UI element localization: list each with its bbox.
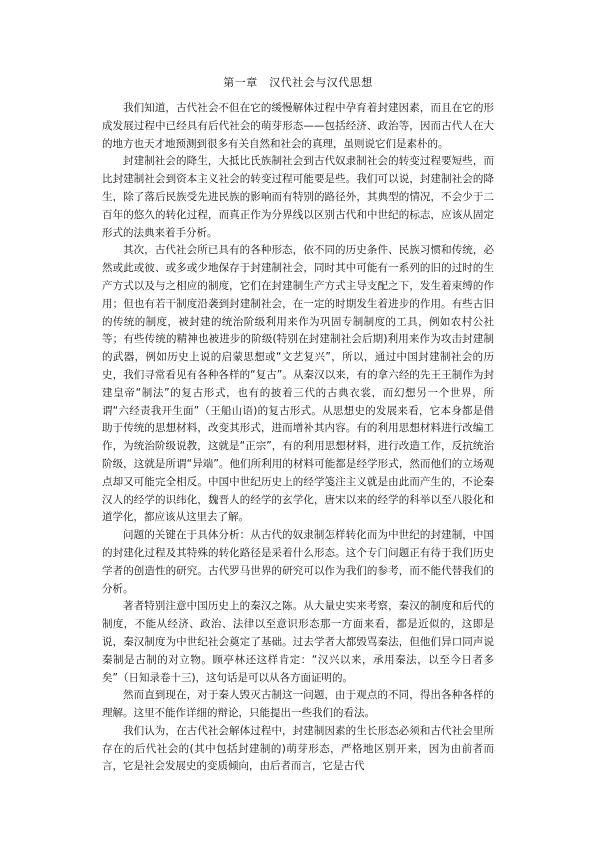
paragraph-1: 我们知道，古代社会不但在它的缓慢解体过程中孕育着封建因素，而且在它的形成发展过程中已经具有后代社会的萌芽形态——包括经济、政治等，因而古代人在大的地方也天才地预测到很多有关自然和社会的真理，虽则说它们是素朴的。 xyxy=(102,102,494,150)
paragraph-6: 然而直到现在，对于秦人毁灭古制这一问题，由于观点的不同，得出各种各样的理解。这里不能作详细的辩论，只能提出一些我们的看法。 xyxy=(102,689,494,720)
paragraph-3: 其次，古代社会所已具有的各种形态，依不同的历史条件、民族习惯和传统，必然或此或彼、或多或少地保存于封建制社会，同时其中可能有一系列的旧的过时的生产方式以及与之相应的制度，它们在封建制生产方式主导支配之下，发生着束缚的作用；但也有若干制度沿袭到封建制社会，在一定的时期发生着进步的作用。有些古旧的传统的制度，被封建的统治阶级利用来作为巩固专制制度的工具，例如农村公社等；有些传统的精神也被进步的阶级(特别在封建制社会后期)利用来作为攻击封建制的武器，例如历史上说的启蒙思想或“文艺复兴”，所以，通过中国封建制社会的历史，我们寻常看见有各种各样的“复古”。从秦汉以来，有的拿六经的先王王制作为封建皇帝“制法”的复古形式，也有的披着三代的古典衣裳，而幻想另一个世界，所谓“六经责我开生面”（王船山语)的复古形式。从思想史的发展来看，它本身都是借助于传统的思想材料，改变其形式，进而增补其内容。有的利用思想材料进行改编工作，为统治阶级说教，这就是“正宗”，有的利用思想材料，进行改造工作，反抗统治阶级，这就是所谓“异端”。他们所利用的材料可能都是经学形式，然而他们的立场观点却又可能完全相反。中国中世纪历史上的经学笺注主义就是由此而产生的，不论秦汉人的经学的识纬化，魏晋人的经学的玄学化，唐宋以来的经学的科举以至八股化和道学化，都应该从这里去了解。 xyxy=(102,244,494,524)
chapter-title: 第一章 汉代社会与汉代思想 xyxy=(223,76,373,89)
paragraph-7: 我们认为，在古代社会解体过程中，封建制因素的生长形态必须和古代社会里所存在的后代社会的(其中包括封建制的)萌芽形态，严格地区别开来，因为由前者而言，它是社会发展史的变质倾向，由后者而言，它是古代 xyxy=(102,724,494,773)
paragraph-5: 著者特别注意中国历史上的秦汉之陈。从大量史实来考察，秦汉的制度和后代的制度，不能从经济、政治、法律以至意识形态那一方面来看，都是近似的，这即是说，秦汉制度为中世纪社会奠定了基础。过去学者大都毁骂秦法，但他们异口同声说秦制是古制的对立物。顾亭林还这样肯定：“汉兴以来，承用秦法，以至今日者多矣”（日知录卷十三)，这句话是可以从各方面证明的。 xyxy=(102,600,494,684)
paragraph-4: 问题的关键在于具体分析：从古代的奴隶制怎样转化而为中世纪的封建制，中国的封建化过程及其特殊的转化路径是采着什么形态。这个专门问题正有待于我们历史学者的创造性的研究。古代罗马世界的研究可以作为我们的参考，而不能代替我们的分析。 xyxy=(102,529,494,595)
paragraph-2: 封建制社会的降生，大抵比氏族制社会到古代奴隶制社会的转变过程要短些，而比封建制社会到资本主义社会的转变过程可能要是些。我们可以说，封建制社会的降生，除了落后民族受先进民族的影响而有特别的路径外，其典型的情况，不会少于二百年的悠久的转化过程，而真正作为分界线以区别古代和中世纪的标志，应该从固定形式的法典来着手分析。 xyxy=(102,155,494,239)
